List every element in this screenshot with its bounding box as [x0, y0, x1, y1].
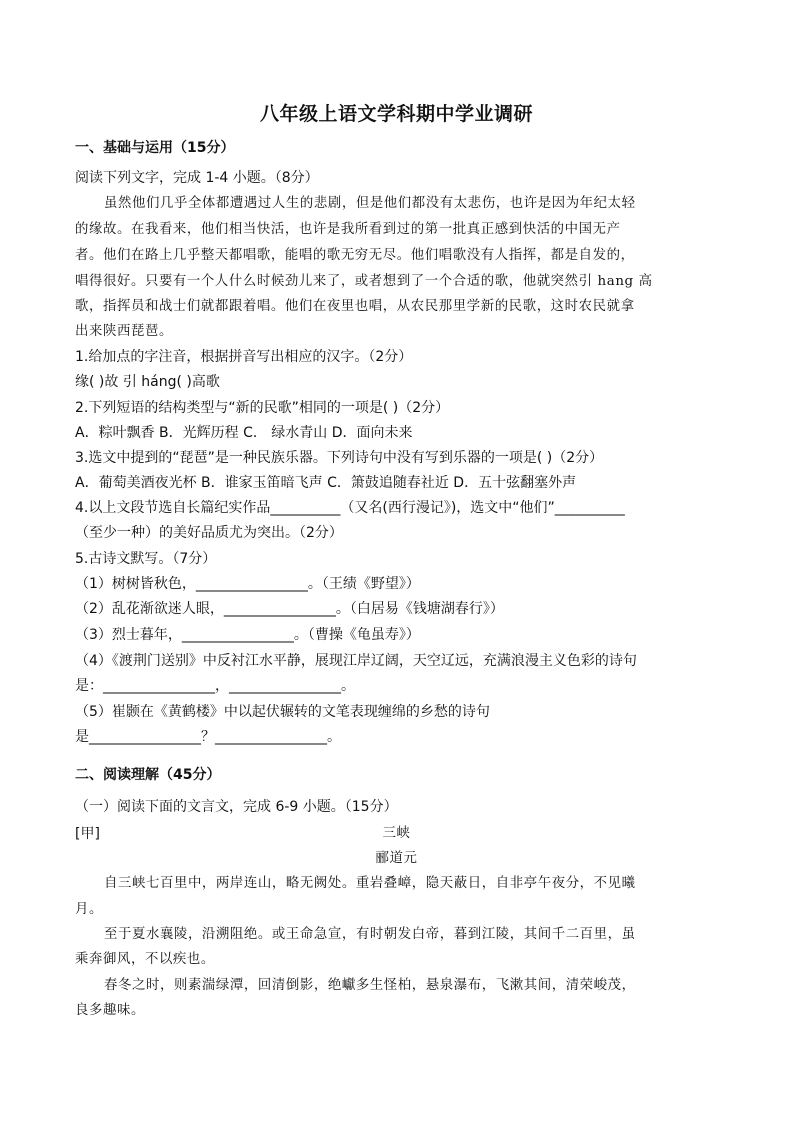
section-2-heading: 二、阅读理解（45分）: [75, 767, 221, 783]
text-author: 郦道元: [375, 851, 418, 866]
classical-text-line: 月。: [75, 902, 103, 917]
question-5-item: 是：________________，________________。: [75, 678, 355, 694]
question-5-item: （2）乱花渐欲迷人眼，________________。（白居易《钱塘湖春行》）: [75, 601, 504, 617]
section-1-heading: 一、基础与运用（15分）: [75, 140, 235, 156]
question-5-item: （4）《渡荆门送别》中反衬江水平静，展现江岸辽阔，天空辽远，充满浪漫主义色彩的诗句: [75, 653, 637, 669]
question-4: 4.以上文段节选自长篇纪实作品__________（又名(西行漫记》)，选文中“他们”__________: [75, 500, 625, 516]
question-5-item: （3）烈士暮年，________________。（曹操《龟虽寿》）: [75, 627, 420, 643]
question-2: 2.下列短语的结构类型与“新的民歌”相同的一项是( )（2分）: [75, 400, 450, 416]
classical-text-line: 春冬之时，则素湍绿潭，回清倒影，绝巘多生怪柏，悬泉瀑布，飞漱其间，清荣峻茂，: [104, 978, 636, 993]
question-5-item: （1）树树皆秋色，________________。（王绩《野望》）: [75, 576, 420, 592]
question-3-options: A．葡萄美酒夜光杯 B．谁家玉笛暗飞声 C．箫鼓追随春社近 D．五十弦翻塞外声: [75, 475, 577, 491]
question-5-item: （5）崔颢在《黄鹤楼》中以起伏辗转的文笔表现缠绵的乡愁的诗句: [75, 704, 490, 720]
text-title: 三峡: [382, 826, 411, 841]
question-1-blanks: 缘( )故 引 háng( )高歌: [75, 374, 220, 390]
classical-text-line: 乘奔御风，不以疾也。: [75, 952, 215, 967]
text-label: [甲]: [75, 826, 100, 842]
passage-line: 的缘故。在我看来，他们相当快活，也许是我所看到过的第一批真正感到快活的中国无产: [75, 222, 621, 237]
classical-text-line: 至于夏水襄陵，沿溯阻绝。或王命急宣，有时朝发白帝，暮到江陵，其间千二百里，虽: [104, 927, 636, 942]
question-2-options: A．粽叶飘香 B．光辉历程 C． 绿水青山 D．面向未来: [75, 425, 413, 441]
passage-line: 者。他们在路上几乎整天都唱歌，能唱的歌无穷无尽。他们唱歌没有人指挥，都是自发的，: [75, 248, 635, 263]
question-5-item: 是________________？________________。: [75, 729, 341, 745]
question-4-continued: （至少一种）的美好品质尤为突出。（2分）: [75, 525, 343, 541]
passage-line: 出来陕西琵琶。: [75, 324, 173, 339]
classical-text-line: 良多趣味。: [75, 1003, 145, 1018]
question-3: 3.选文中提到的“琵琶”是一种民族乐器。下列诗句中没有写到乐器的一项是( )（2分）: [75, 450, 604, 466]
passage-line: 歌，指挥员和战士们就都跟着唱。他们在夜里也唱，从农民那里学新的民歌，这时农民就拿: [75, 299, 635, 314]
classical-text-line: 自三峡七百里中，两岸连山，略无阙处。重岩叠嶂，隐天蔽日，自非亭午夜分，不见曦: [104, 876, 636, 891]
question-1: 1.给加点的字注音，根据拼音写出相应的汉字。（2分）: [75, 349, 413, 365]
question-5: 5.古诗文默写。（7分）: [75, 551, 217, 567]
page-title: 八年级上语文学科期中学业调研: [259, 103, 533, 125]
passage-line: 唱得很好。只要有一个人什么时候劲儿来了，或者想到了一个合适的歌，他就突然引 hang 高: [75, 274, 653, 289]
section-1-intro: 阅读下列文字，完成 1-4 小题。（8分）: [75, 170, 319, 186]
passage-line: 虽然他们几乎全体都遭遇过人生的悲剧，但是他们都没有太悲伤，也许是因为年纪太轻: [104, 196, 636, 211]
section-2-intro: （一）阅读下面的文言文，完成 6-9 小题。（15分）: [75, 799, 398, 815]
